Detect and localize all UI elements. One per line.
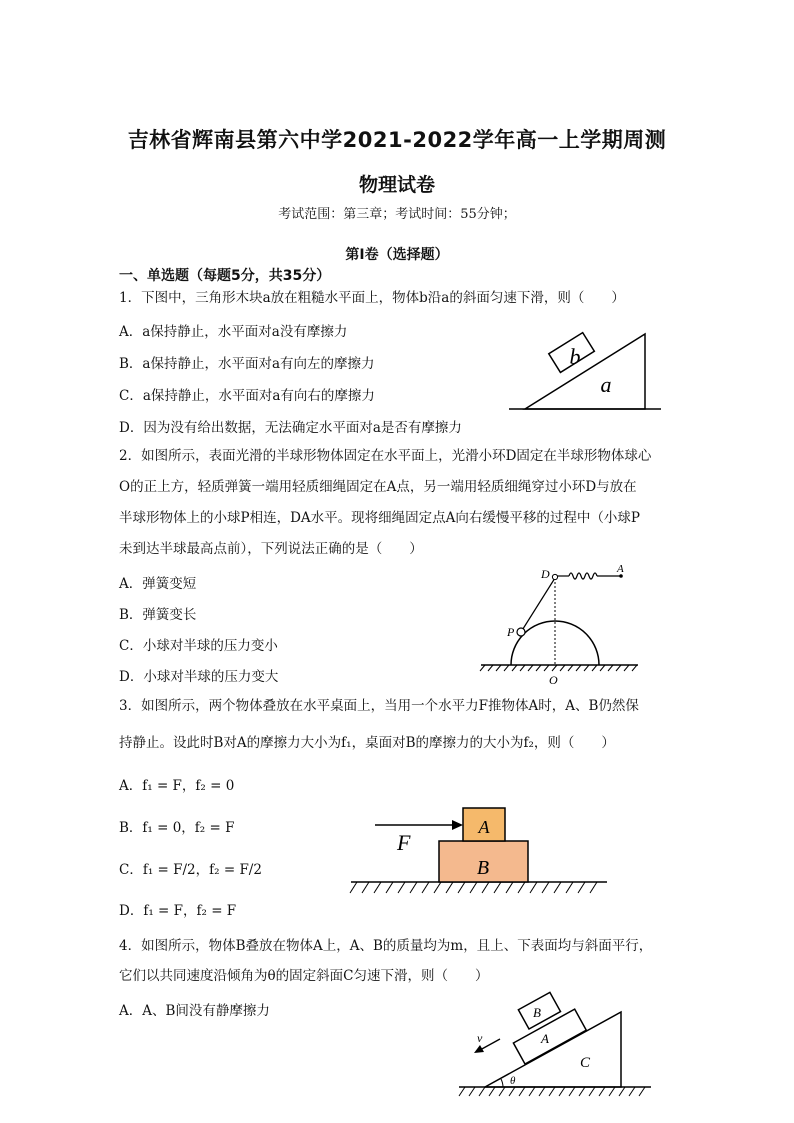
q4-option-a: A．A、B间没有静摩擦力 — [119, 1003, 270, 1019]
q1-stem: 1．下图中，三角形木块a放在粗糙水平面上，物体b沿a的斜面匀速下滑，则（ ） — [119, 290, 625, 306]
q3-label-b: B — [476, 857, 490, 879]
q2-spring — [569, 573, 597, 579]
q1-figure — [505, 328, 665, 414]
q2-ring-d — [552, 574, 557, 579]
q3-option-b: B．f₁ = 0，f₂ = F — [119, 820, 235, 836]
q4-line-2: 它们以共同速度沿倾角为θ的固定斜面C匀速下滑，则（ ） — [119, 968, 489, 984]
q1-block-label: b — [569, 344, 581, 369]
section-title: 一、单选题（每题5分，共35分） — [119, 268, 331, 284]
q3-option-a: A．f₁ = F，f₂ = 0 — [119, 778, 235, 794]
q1-wedge-label: a — [600, 372, 612, 397]
q3-option-c: C．f₁ = F/2，f₂ = F/2 — [119, 862, 262, 878]
q2-ball-p — [517, 628, 525, 636]
q2-label-p: P — [507, 625, 515, 639]
q4-label-a: A — [541, 1031, 549, 1046]
q2-option-a: A．弹簧变短 — [119, 576, 197, 592]
q3-line-2: 持静止。设此时B对A的摩擦力大小为f₁，桌面对B的摩擦力的大小为f₂，则（ ） — [119, 735, 615, 751]
q4-figure — [455, 990, 655, 1100]
q4-label-theta: θ — [510, 1075, 516, 1087]
q4-line-1: 4．如图所示，物体B叠放在物体A上，A、B的质量均为m，且上、下表面均与斜面平行， — [119, 938, 653, 954]
q2-figure — [475, 562, 645, 688]
q2-label-a: A — [617, 563, 624, 575]
page-subtitle: 物理试卷 — [358, 174, 435, 196]
q3-label-a: A — [478, 817, 490, 837]
q2-option-d: D．小球对半球的压力变大 — [119, 669, 279, 685]
q4-velocity-arrow — [480, 1039, 500, 1050]
q4-label-c: C — [579, 1055, 591, 1071]
q2-line-4: 未到达半球最高点前），下列说法正确的是（ ） — [119, 541, 423, 557]
q2-line-2: O的正上方，轻质弹簧一端用轻质细绳固定在A点，另一端用轻质细绳穿过小环D与放在 — [119, 479, 637, 495]
exam-info: 考试范围：第三章；考试时间：55分钟； — [278, 207, 516, 222]
q3-figure — [345, 800, 613, 898]
q3-arrow-head — [452, 820, 463, 830]
q2-option-b: B．弹簧变长 — [119, 607, 197, 623]
q3-option-d: D．f₁ = F，f₂ = F — [119, 903, 237, 919]
q1-option-d: D．因为没有给出数据，无法确定水平面对a是否有摩擦力 — [119, 420, 462, 436]
q1-option-c: C．a保持静止，水平面对a有向右的摩擦力 — [119, 388, 375, 404]
q2-ground-hatch — [480, 665, 637, 671]
q2-line-3: 半球形物体上的小球P相连，DA水平。现将细绳固定点A向右缓慢平移的过程中（小球P — [119, 510, 640, 526]
q3-line-1: 3．如图所示，两个物体叠放在水平桌面上，当用一个水平力F推物体A时，A、B仍然保 — [119, 698, 639, 714]
q4-label-v: v — [477, 1031, 483, 1045]
q2-label-o: O — [549, 673, 558, 687]
q4-angle-arc — [501, 1079, 503, 1087]
volume-title: 第I卷（选择题） — [345, 247, 449, 263]
q2-option-c: C．小球对半球的压力变小 — [119, 638, 278, 654]
q1-option-b: B．a保持静止，水平面对a有向左的摩擦力 — [119, 356, 375, 372]
q1-option-a: A．a保持静止，水平面对a没有摩擦力 — [119, 324, 348, 340]
q3-ground-hatch — [350, 882, 597, 893]
page-title: 吉林省辉南县第六中学2021-2022学年高一上学期周测 — [127, 128, 667, 152]
q3-label-f: F — [397, 830, 411, 855]
q2-line-1: 2．如图所示，表面光滑的半球形物体固定在水平面上，光滑小环D固定在半球形物体球心 — [119, 448, 652, 464]
q2-label-d: D — [541, 567, 550, 581]
q4-label-b: B — [533, 1005, 541, 1020]
q4-ground-hatch — [459, 1087, 645, 1096]
